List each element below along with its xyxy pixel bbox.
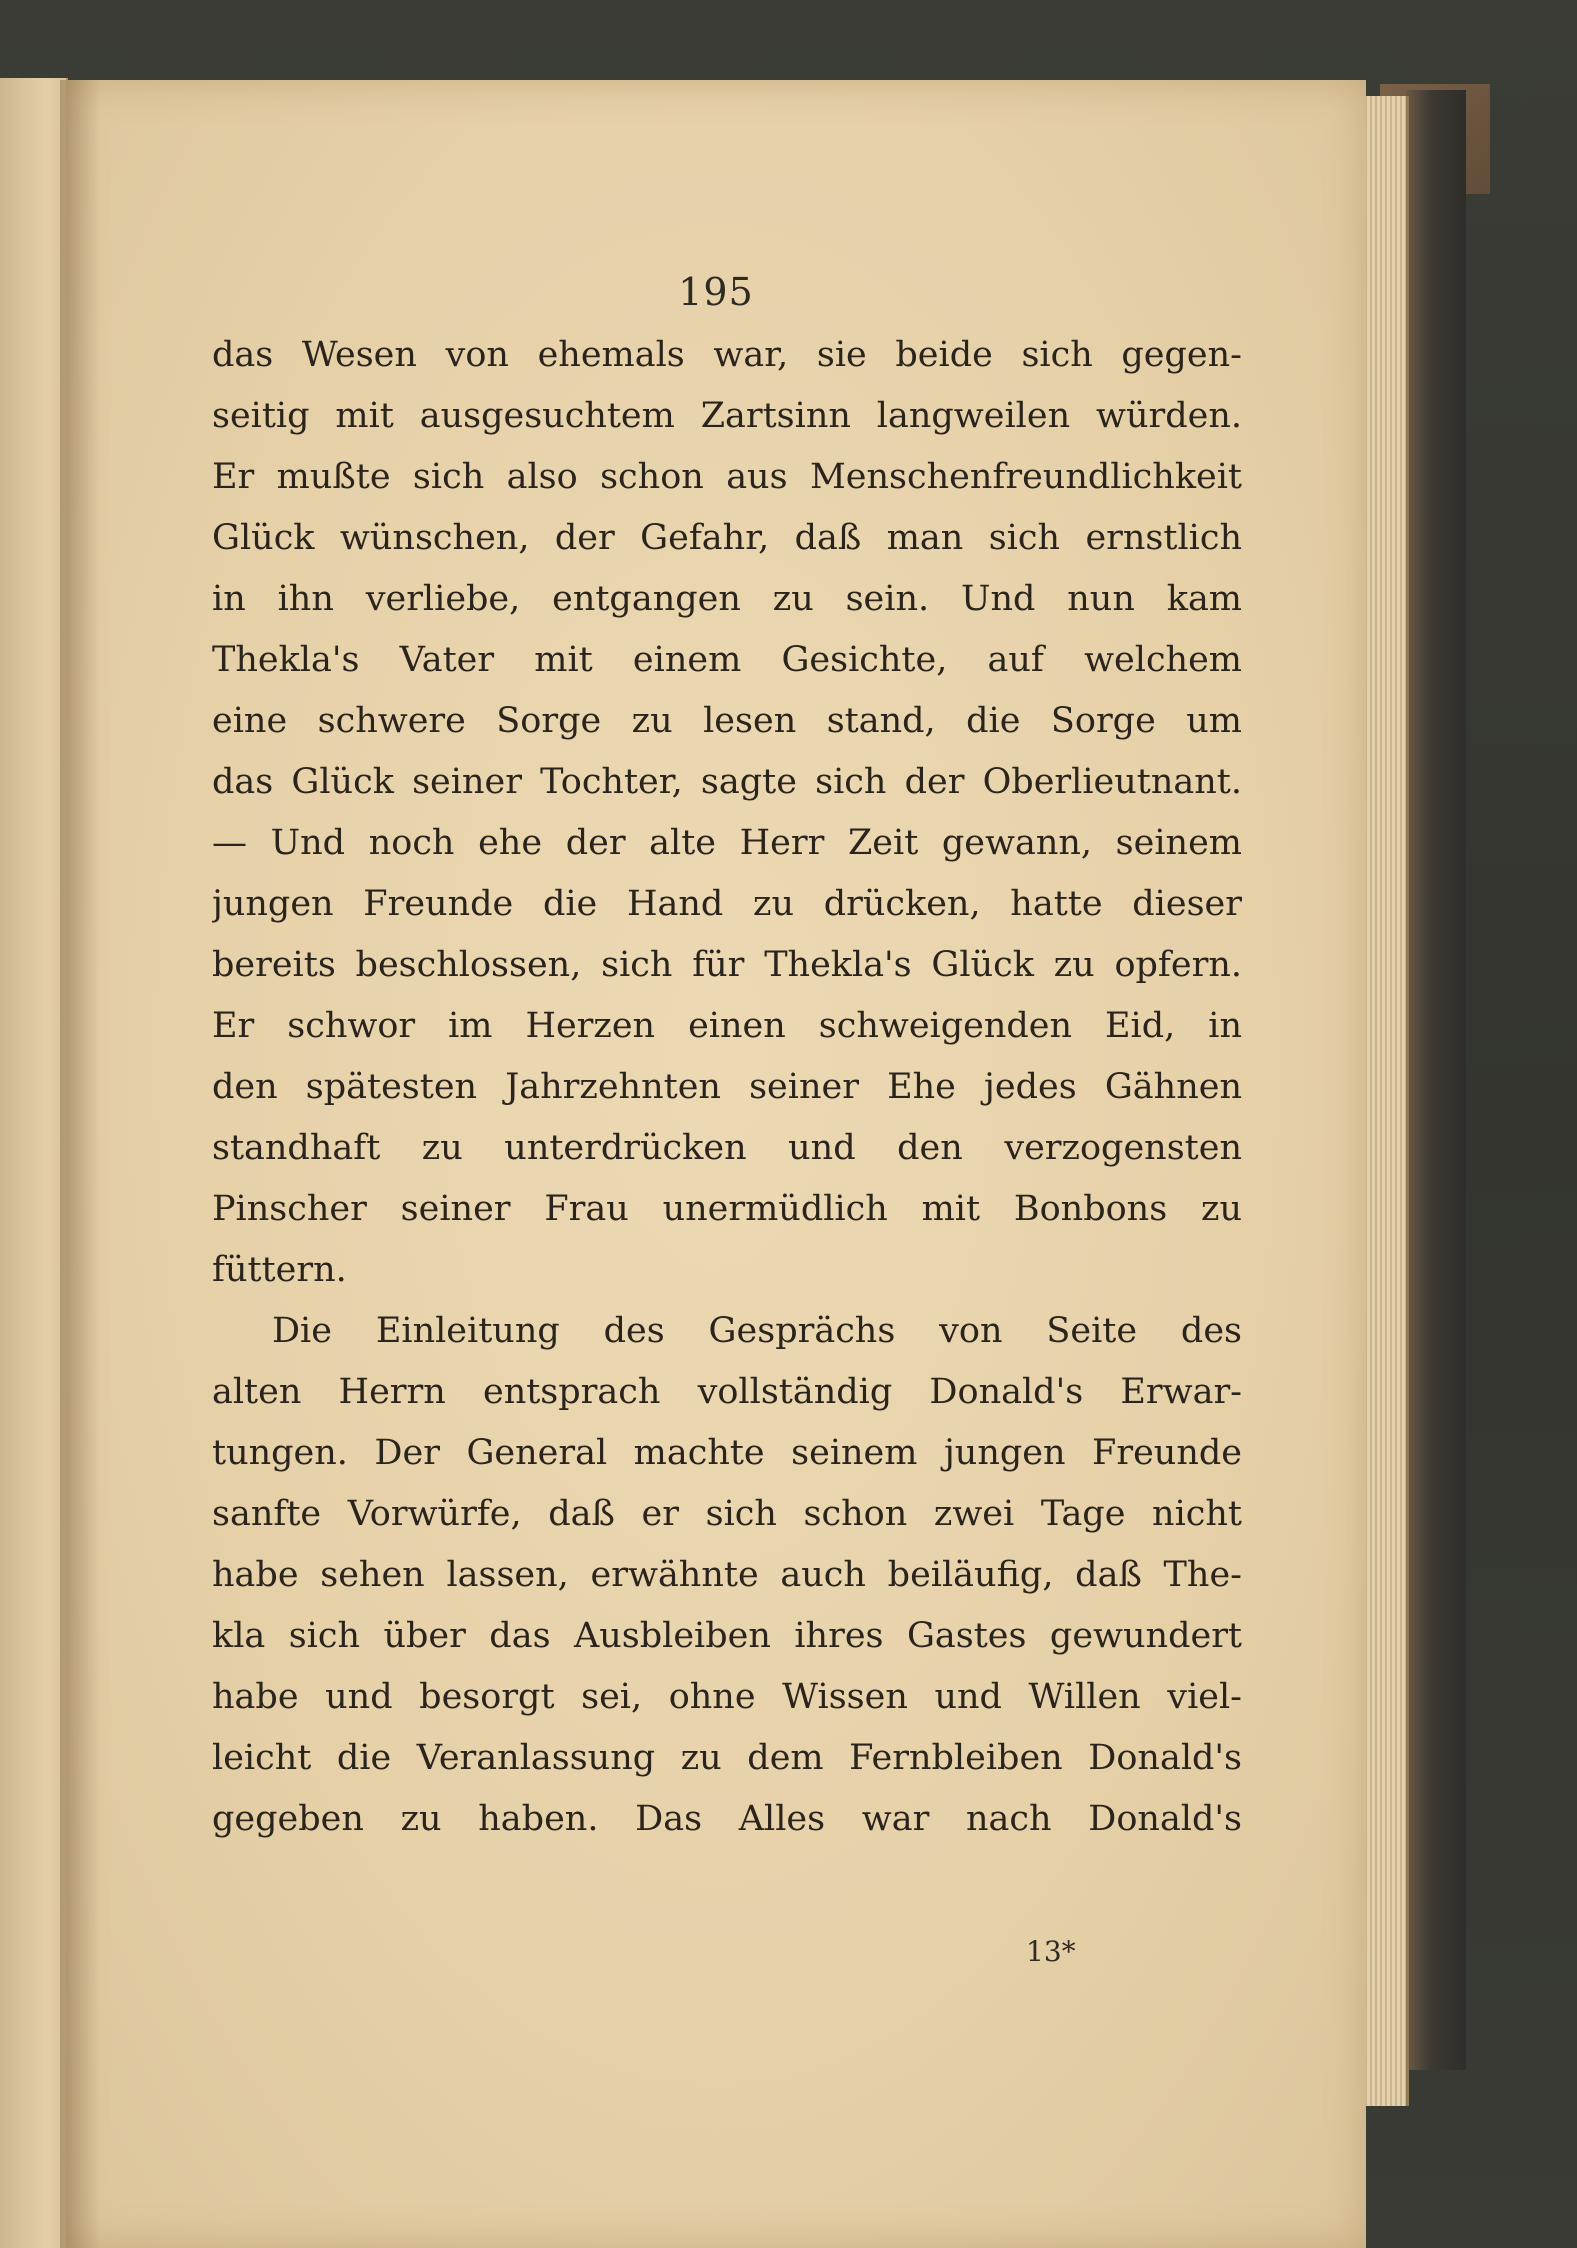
text-line: standhaft zu unterdrücken und den verzogensten — [212, 1128, 1242, 1168]
text-line: alten Herrn entsprach vollständig Donald's Erwar- — [212, 1372, 1242, 1412]
text-line: seitig mit ausgesuchtem Zartsinn langweilen würden. — [212, 396, 1242, 436]
text-line: den spätesten Jahrzehnten seiner Ehe jedes Gähnen — [212, 1067, 1242, 1107]
text-line: sanfte Vorwürfe, daß er sich schon zwei Tage nicht — [212, 1494, 1242, 1534]
book-page — [66, 80, 1366, 2248]
text-line: das Glück seiner Tochter, sagte sich der Oberlieutnant. — [212, 762, 1242, 802]
text-line: habe und besorgt sei, ohne Wissen und Willen viel- — [212, 1677, 1242, 1717]
text-line: tungen. Der General machte seinem jungen Freunde — [212, 1433, 1242, 1473]
text-line: Er mußte sich also schon aus Menschenfreundlichkeit — [212, 457, 1242, 497]
text-line: eine schwere Sorge zu lesen stand, die Sorge um — [212, 701, 1242, 741]
text-line: kla sich über das Ausbleiben ihres Gastes gewundert — [212, 1616, 1242, 1656]
text-line: Thekla's Vater mit einem Gesichte, auf welchem — [212, 640, 1242, 680]
text-line: füttern. — [212, 1250, 347, 1290]
text-line: — Und noch ehe der alte Herr Zeit gewann, seinem — [212, 823, 1242, 863]
text-line: habe sehen lassen, erwähnte auch beiläufig, daß The- — [212, 1555, 1242, 1595]
body-text — [212, 325, 1242, 1850]
signature-mark: 13* — [1026, 1935, 1076, 1968]
spine-shadow — [60, 80, 100, 2248]
text-line: leicht die Veranlassung zu dem Fernbleiben Donald's — [212, 1738, 1242, 1778]
page-number: 195 — [678, 270, 754, 314]
book-cover-edge — [1406, 90, 1466, 2070]
text-line: gegeben zu haben. Das Alles war nach Donald's — [212, 1799, 1242, 1839]
text-line: Er schwor im Herzen einen schweigenden Eid, in — [212, 1006, 1242, 1046]
text-line: Glück wünschen, der Gefahr, daß man sich ernstlich — [212, 518, 1242, 558]
text-line: bereits beschlossen, sich für Thekla's Glück zu opfern. — [212, 945, 1242, 985]
previous-page-edge — [0, 78, 68, 2248]
page-edges — [1362, 96, 1409, 2106]
text-line: das Wesen von ehemals war, sie beide sich gegen- — [212, 335, 1242, 375]
text-line: Pinscher seiner Frau unermüdlich mit Bonbons zu — [212, 1189, 1242, 1229]
text-line: jungen Freunde die Hand zu drücken, hatte dieser — [212, 884, 1242, 924]
text-line: in ihn verliebe, entgangen zu sein. Und nun kam — [212, 579, 1242, 619]
text-line: Die Einleitung des Gesprächs von Seite des — [272, 1311, 1242, 1351]
